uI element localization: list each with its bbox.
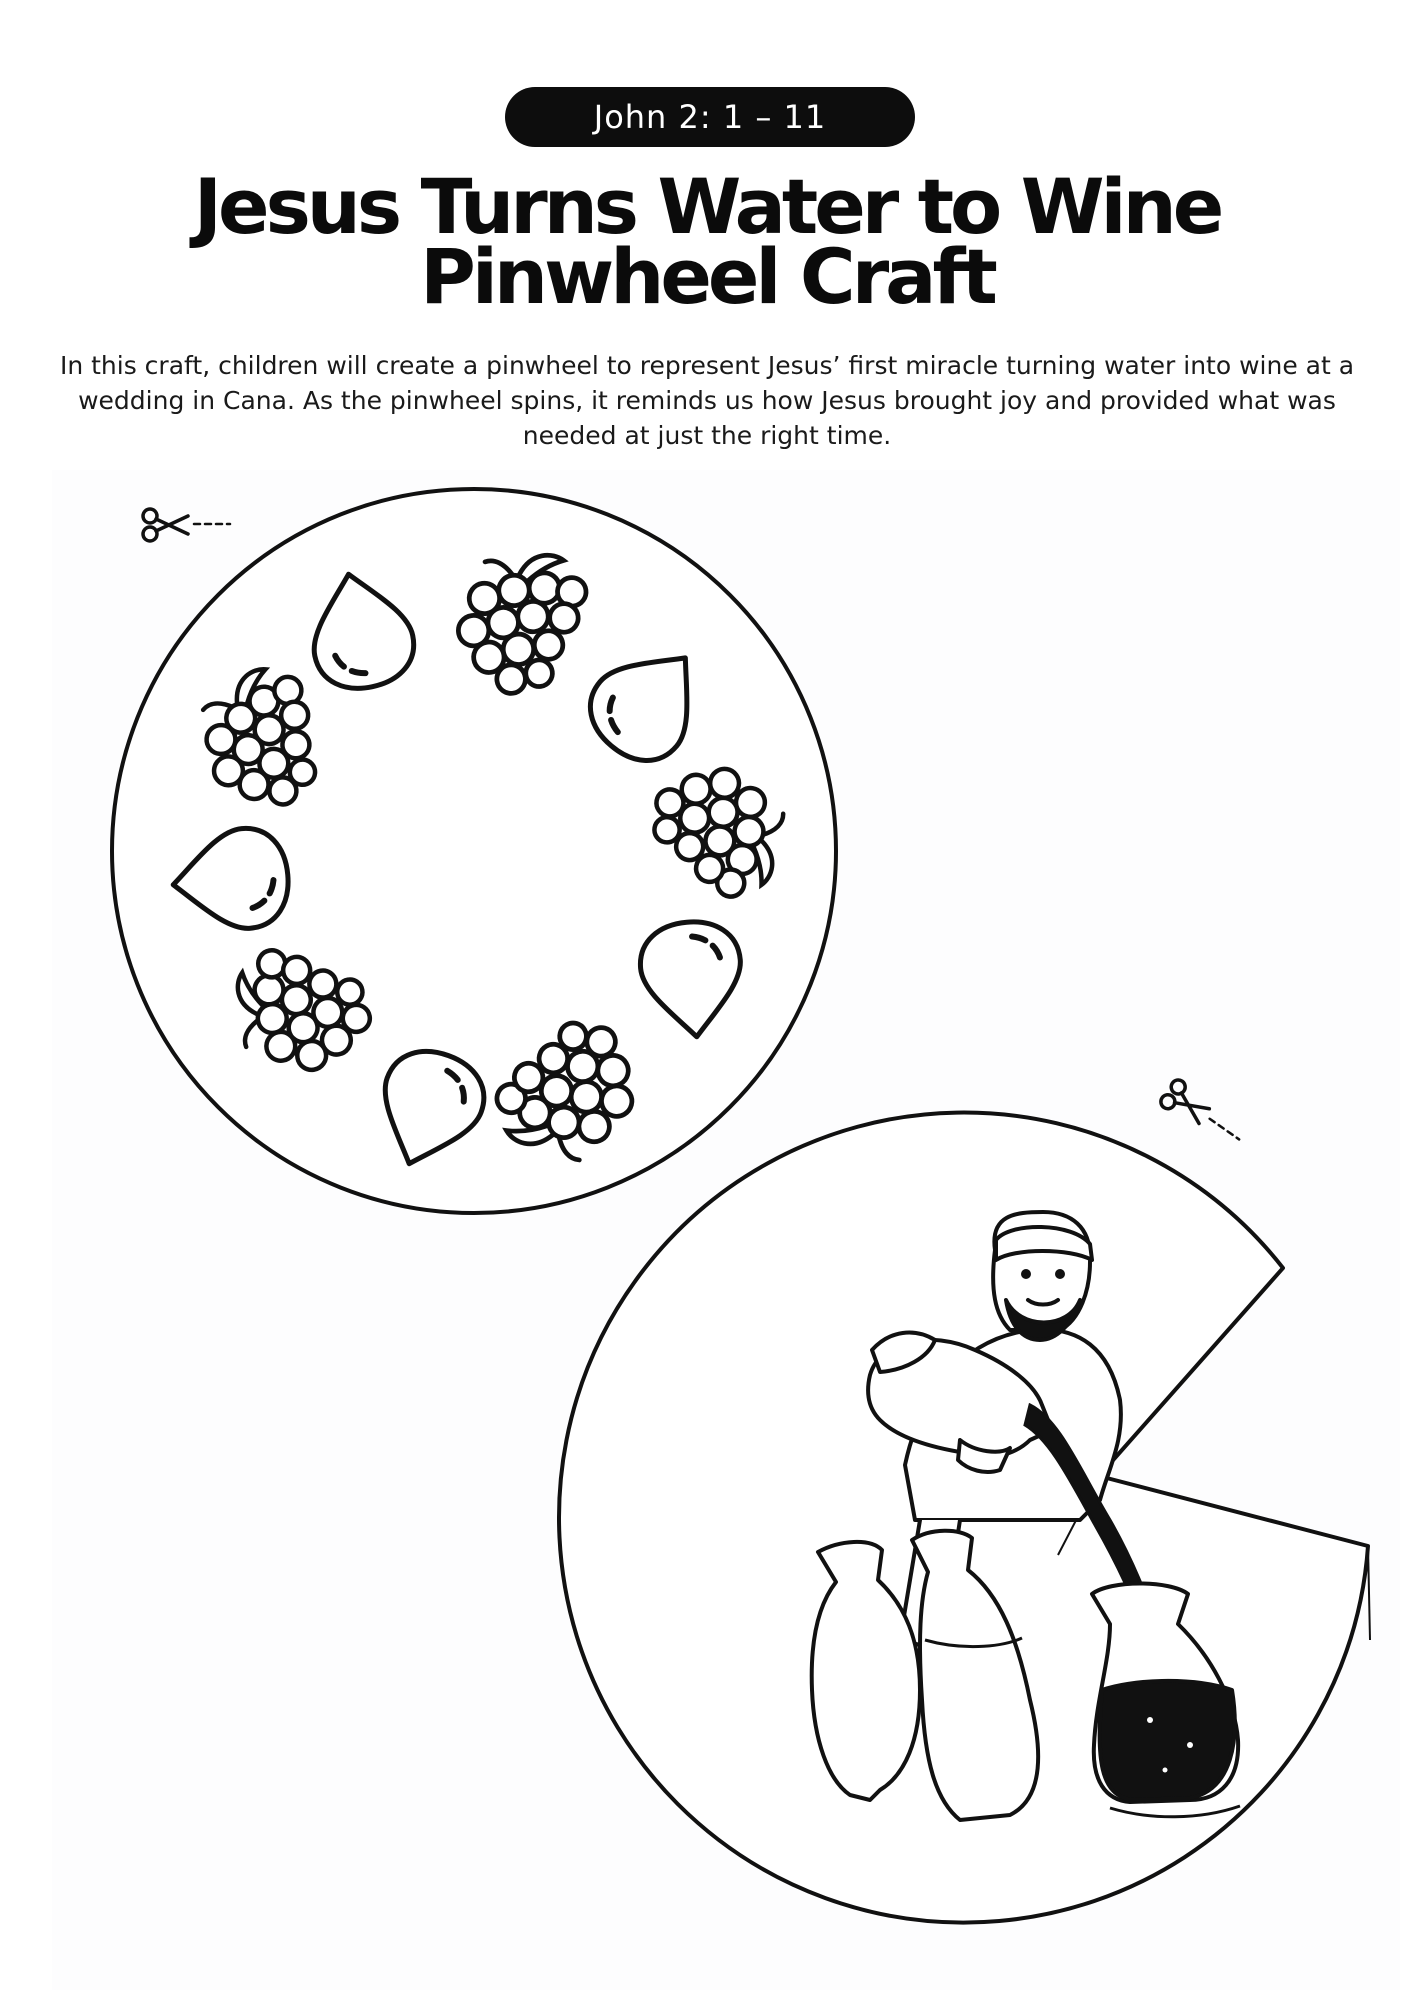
scissors-icon — [1158, 1077, 1248, 1153]
top-pinwheel-circle — [112, 489, 836, 1213]
scissors-icon — [143, 509, 230, 541]
title-line-2: Pinwheel Craft — [420, 232, 994, 321]
craft-description: In this craft, children will create a pinwheel to represent Jesus’ first miracle turning water into wine at a wedding in Cana. As the pinwheel spins, it reminds us how Jesus brought joy and provided what was needed at just the right time. — [59, 351, 1355, 450]
title-line-1: Jesus Turns Water to Wine — [193, 162, 1221, 251]
scripture-reference: John 2: 1 – 11 — [505, 87, 915, 147]
bottom-pinwheel-circle — [559, 1113, 1370, 1923]
